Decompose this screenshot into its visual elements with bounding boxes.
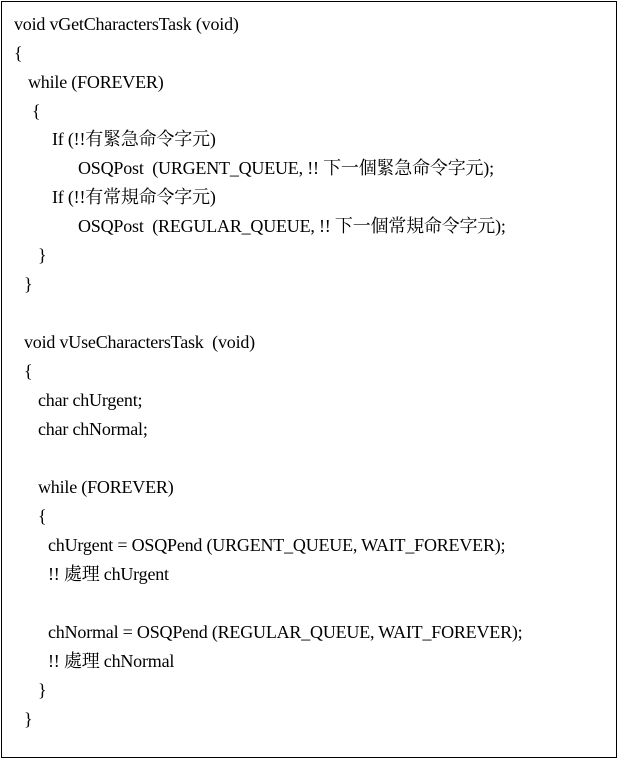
- code-line: }: [24, 274, 33, 294]
- code-line: while (FOREVER): [38, 477, 174, 497]
- code-line: }: [38, 680, 47, 700]
- code-line: OSQPost (URGENT_QUEUE, !! 下一個緊急命令字元);: [78, 158, 494, 178]
- code-line: {: [38, 506, 47, 526]
- code-block: [2, 2, 616, 757]
- code-line: while (FOREVER): [28, 72, 164, 92]
- code-line: OSQPost (REGULAR_QUEUE, !! 下一個常規命令字元);: [78, 216, 506, 236]
- code-listing-box: [1, 1, 617, 758]
- code-line: !! 處理 chNormal: [48, 651, 175, 671]
- code-line: }: [24, 709, 33, 729]
- code-line: If (!!有常規命令字元): [52, 187, 216, 207]
- code-line: If (!!有緊急命令字元): [52, 129, 216, 149]
- code-line: void vGetCharactersTask (void): [14, 14, 239, 34]
- code-line: chNormal = OSQPend (REGULAR_QUEUE, WAIT_FOREVER);: [48, 622, 523, 642]
- code-line: {: [14, 43, 23, 63]
- code-line: !! 處理 chUrgent: [48, 564, 169, 584]
- code-line: {: [24, 361, 33, 381]
- code-line: chUrgent = OSQPend (URGENT_QUEUE, WAIT_FOREVER);: [48, 535, 506, 555]
- code-line: {: [32, 101, 41, 121]
- code-line: }: [38, 245, 47, 265]
- code-line: char chNormal;: [38, 419, 148, 439]
- code-line: char chUrgent;: [38, 390, 143, 410]
- code-line: void vUseCharactersTask (void): [24, 332, 255, 352]
